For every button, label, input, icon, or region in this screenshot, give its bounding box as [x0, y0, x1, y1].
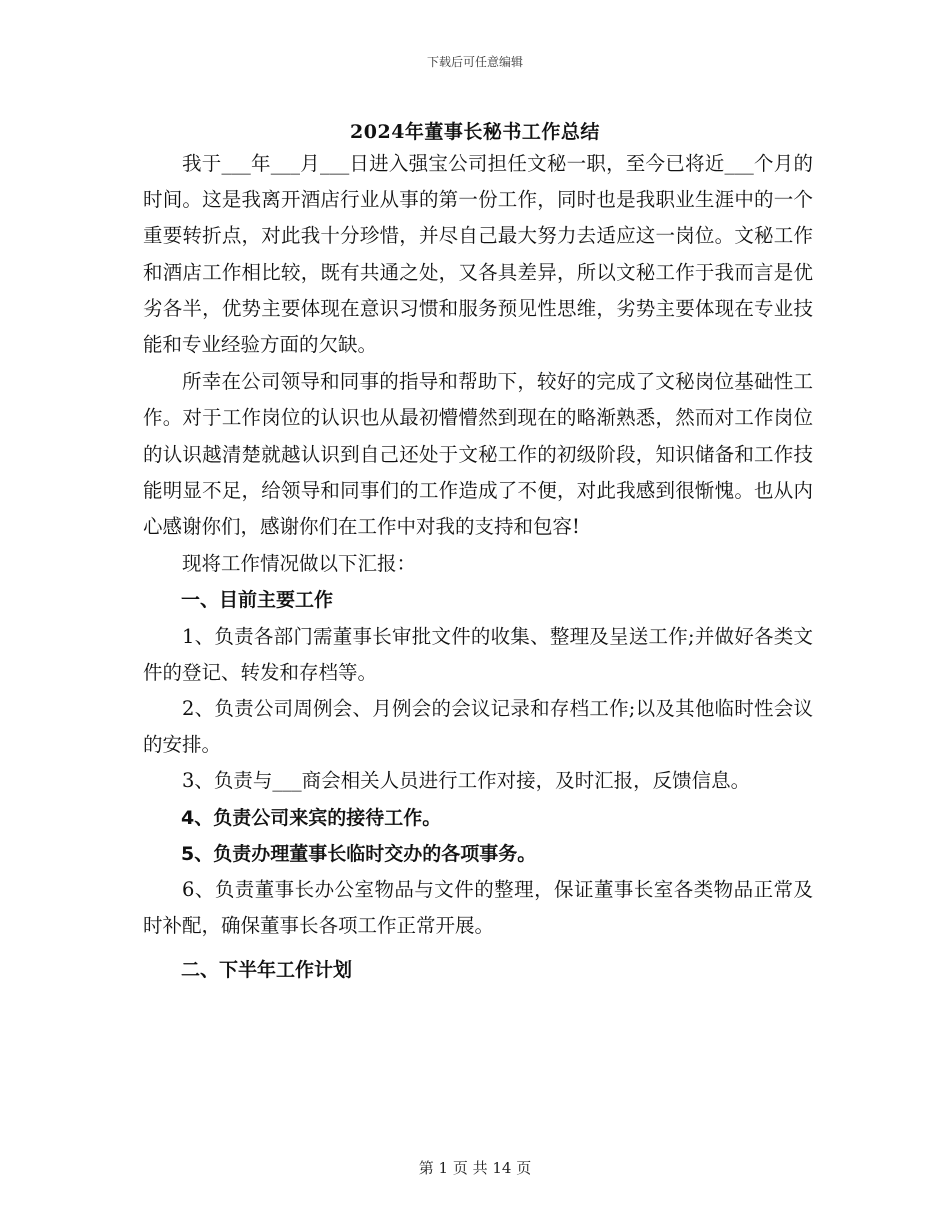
work-item-1: 1、负责各部门需董事长审批文件的收集、整理及呈送工作;并做好各类文件的登记、转发和存档等。: [143, 624, 813, 684]
work-item-2: 2、负责公司周例会、月例会的会议记录和存档工作;以及其他临时性会议的安排。: [143, 697, 813, 757]
paragraph-gratitude: 所幸在公司领导和同事的指导和帮助下，较好的完成了文秘岗位基础性工作。对于工作岗位的认识也从最初懵懵然到现在的略渐熟悉，然而对工作岗位的认识越清楚就越认识到自己还处于文秘工作的初级阶段，知识储备和工作技能明显不足，给领导和同事们的工作造成了不便，对此我感到很惭愧。也从内心感谢你们，感谢你们在工作中对我的支持和包容!: [143, 370, 813, 539]
work-item-5: 5、负责办理董事长临时交办的各项事务。: [181, 842, 537, 865]
work-item-4: 4、负责公司来宾的接待工作。: [181, 806, 442, 829]
work-item-6: 6、负责董事长办公室物品与文件的整理，保证董事长室各类物品正常及时补配，确保董事长各项工作正常开展。: [143, 878, 813, 938]
document-title: 2024年董事长秘书工作总结: [350, 121, 600, 143]
document-body: [143, 146, 813, 989]
paragraph-intro: 我于___年___月___日进入强宝公司担任文秘一职，至今已将近___个月的时间。这是我离开酒店行业从事的第一份工作，同时也是我职业生涯中的一个重要转折点，对此我十分珍惜，并尽自己最大努力去适应这一岗位。文秘工作和酒店工作相比较，既有共通之处，又各具差异，所以文秘工作于我而言是优劣各半，优势主要体现在意识习惯和服务预见性思维，劣势主要体现在专业技能和专业经验方面的欠缺。: [143, 152, 813, 357]
section-heading-current-work: 一、目前主要工作: [181, 589, 334, 612]
page-number: 第 1 页 共 14 页: [418, 1159, 532, 1177]
work-item-3: 3、负责与___商会相关人员进行工作对接，及时汇报，反馈信息。: [182, 769, 751, 793]
header-note: 下载后可任意编辑: [426, 55, 523, 69]
paragraph-report-lead: 现将工作情况做以下汇报：: [182, 552, 417, 576]
section-heading-next-half-plan: 二、下半年工作计划: [181, 959, 353, 982]
